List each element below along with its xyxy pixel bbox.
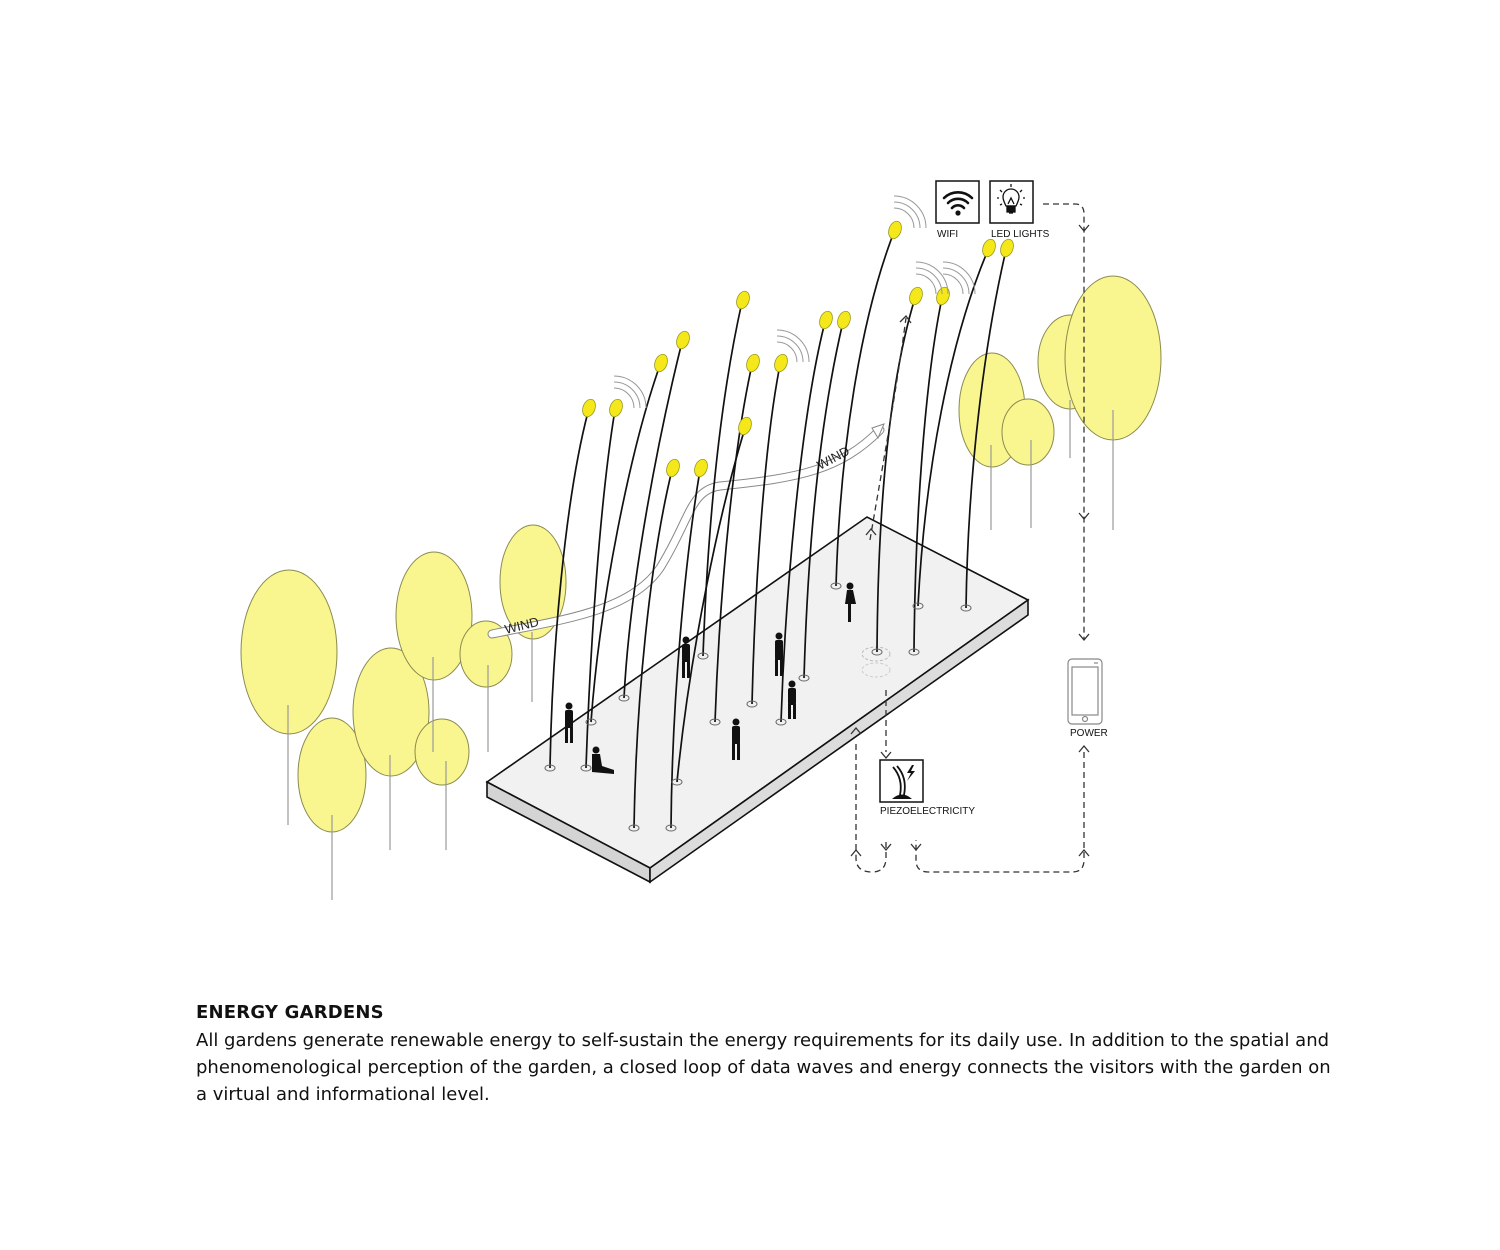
piezoelectricity-label: PIEZOELECTRICITY (880, 806, 976, 817)
piezo-box (880, 760, 975, 817)
trees-left (241, 525, 566, 900)
led-lights-label: LED LIGHTS (991, 229, 1050, 240)
smartphone-icon (1068, 659, 1102, 724)
power-label: POWER (1070, 728, 1108, 739)
trees-right (959, 276, 1161, 530)
wifi-box (936, 181, 979, 240)
wind-label-upper: WIND (814, 443, 853, 473)
wind-label-lower: WIND (503, 613, 541, 637)
wifi-label: WIFI (937, 229, 959, 240)
power-device (1068, 659, 1108, 739)
caption-body: All gardens generate renewable energy to self-sustain the energy requirements for its daily use. In addition to the spatial and phenomenological perception of the garden, a closed loop of data waves and energy connects the visitors with the garden on a virtual and informational level. (196, 1030, 1331, 1105)
caption-title: ENERGY GARDENS (196, 1002, 384, 1023)
caption (196, 1002, 1336, 1108)
led-lights-box (990, 181, 1050, 240)
signal-waves (614, 196, 975, 408)
led-bulbs (580, 219, 1015, 478)
